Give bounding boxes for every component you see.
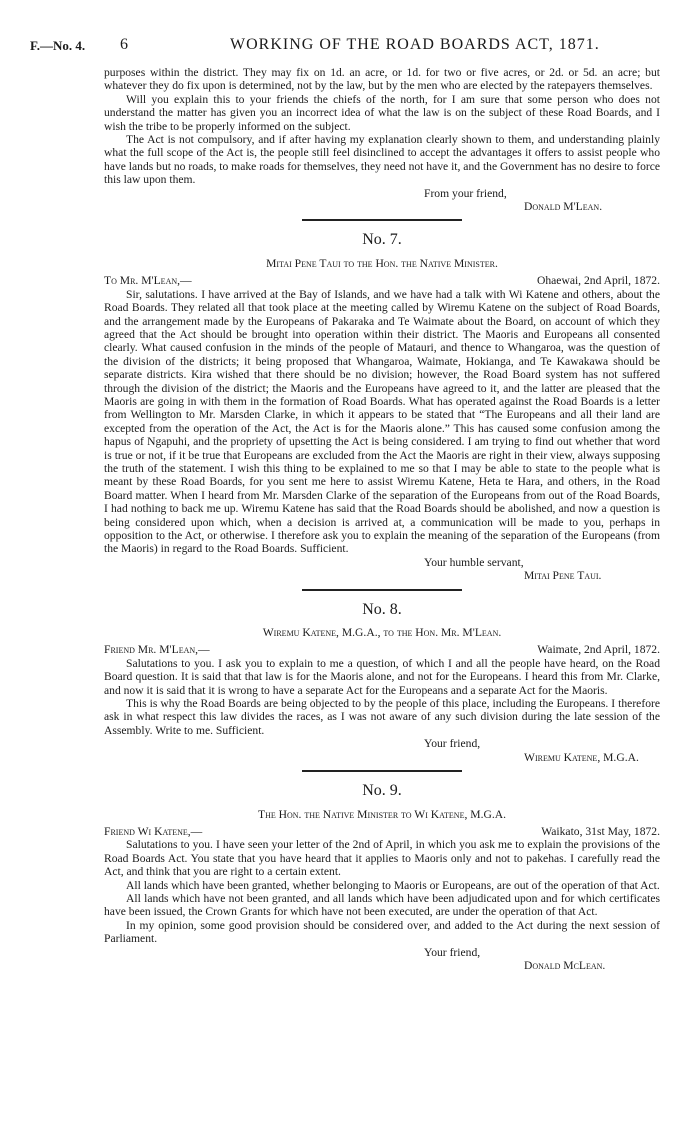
paragraph: Salutations to you. I ask you to explain to me a question, of which I and all the people have heard, on the Road Board question. It is said that that law is for the Maoris alone, and not for the Europeans. I heard this from Mr. Clarke, and now it is said that it is wrong to have a separate Act for the Europeans and a separate Act for the Maoris. bbox=[104, 656, 660, 697]
paragraph: purposes within the district. They may fix on 1d. an acre, or 1d. for two or five acres, or 2d. or 5d. an acre; but whatever they do fix upon is determined, not by the law, but by the men who are elected by the ratepayers themselves. bbox=[104, 66, 660, 93]
closing: Your humble servant, bbox=[424, 555, 524, 569]
salutation: To Mr. M'Lean,— bbox=[104, 274, 192, 288]
document-body bbox=[104, 66, 660, 972]
paragraph: Will you explain this to your friends the chiefs of the north, for I am sure that some person who does not understand the matter has given you an incorrect idea of what the law is on the subject of these Road Boards, and I wish the tribe to be properly informed on the subject. bbox=[104, 92, 660, 133]
section-divider bbox=[302, 770, 462, 772]
letter-number: No. 7. bbox=[362, 231, 402, 249]
letter-caption: The Hon. the Native Minister to Wi Katene, M.G.A. bbox=[257, 807, 507, 821]
section-divider bbox=[302, 589, 462, 591]
document-reference: F.—No. 4. bbox=[30, 38, 86, 53]
paragraph: The Act is not compulsory, and if after having my explanation clearly shown to them, and understanding plainly what the full scope of the Act is, the people still feel disinclined to accept the advantages it offers to assist people who have lands but no roads, to make roads for themselves, they need not have it, and the Government has no desire to force this law upon them. bbox=[104, 133, 661, 187]
closing: Your friend, bbox=[424, 737, 481, 751]
paragraph: This is why the Road Boards are being objected to by the people of this place, including the Europeans. I therefore ask in what respect this law divides the races, as I was not aware of any such division during the late session of the Assembly. Write to me. Sufficient. bbox=[104, 697, 660, 737]
letter-8 bbox=[104, 600, 660, 764]
paragraph: All lands which have not been granted, and all lands which have been adjudicated upon and for which certificates have been issued, the Crown Grants for which have not been executed, are under the operation of that Act. bbox=[104, 891, 660, 919]
page-header bbox=[30, 36, 660, 56]
closing: Your friend, bbox=[424, 945, 481, 959]
letter-7 bbox=[104, 233, 660, 582]
signature: Donald M'Lean. bbox=[524, 200, 603, 214]
section-divider bbox=[302, 219, 462, 221]
closing: From your friend, bbox=[424, 186, 507, 200]
running-title: WORKING OF THE ROAD BOARDS ACT, 1871. bbox=[230, 36, 600, 53]
letter-9 bbox=[104, 784, 660, 972]
place-date: Waimate, 2nd April, 1872. bbox=[537, 643, 660, 657]
paragraph: Salutations to you. I have seen your letter of the 2nd of April, in which you ask me to explain the provisions of the Road Boards Act. You state that you have heard that it applies to Maoris only and not to pakehas. I carefully read the Act, and think that you are right to a certain extent. bbox=[104, 838, 660, 879]
letter-caption: Mitai Pene Taui to the Hon. the Native Minister. bbox=[266, 256, 498, 270]
paragraph: In my opinion, some good provision should be considered over, and added to the Act during the next session of Parliament. bbox=[104, 918, 660, 946]
letter-6-continued bbox=[104, 66, 660, 213]
letter-number: No. 9. bbox=[362, 782, 402, 800]
place-date: Waikato, 31st May, 1872. bbox=[541, 824, 660, 838]
salutation-row bbox=[104, 825, 660, 838]
place-date: Ohaewai, 2nd April, 1872. bbox=[536, 274, 660, 288]
signature: Donald McLean. bbox=[524, 958, 606, 972]
salutation-row bbox=[104, 643, 660, 656]
salutation: Friend Wi Katene,— bbox=[104, 824, 203, 838]
salutation: Friend Mr. M'Lean,— bbox=[104, 643, 210, 657]
letter-number: No. 8. bbox=[362, 600, 402, 618]
page-number: 6 bbox=[120, 36, 128, 53]
letter-caption: Wiremu Katene, M.G.A., to the Hon. Mr. M'Lean. bbox=[262, 626, 502, 640]
paragraph: Sir, salutations. I have arrived at the Bay of Islands, and we have had a talk with Wi Katene and others, about the Road Boards. They related all that took place at the meeting called by Wiremu Katene on the subject of Road Boards, and the arrangement made by the Europeans of Pakaraka and Te Waimate about the Board, on account of which they agreed that the Act should be brought into operation within their district. The Maoris and Europeans all consented clearly. What caused confusion in the minds of the people of Matauri, and thence to Whangaroa, was the question of the division of the districts; it being proposed that Whangaroa, Waimate, Hokianga, and Te Kawakawa should be separate districts. Kira wished that there should be no division; however, the Road Board system has not suffered through the division of the district; the Maoris and the Europeans have agreed to it, and the latter are pleased that the Maoris are going in with them in the formation of Road Boards. What has operated against the Road Boards is a letter from Wellington to Mr. Marsden Clarke, in which it appears to be stated that “The Europeans and all their land are excepted from the operation of the Act, the Act is for the Maoris alone.” This has caused some confusion among the hapus of Ngapuhi, and the propriety of upsetting the Act is being considered. I am trying to find out whether that word is true or not, if it be true that Europeans are excluded from the Act the Maoris are right in their view, always supposing the truth of the statement. I wish this thing to be explained to me so that I may be able to state to the people what is meant by these Road Boards, for you sent me here to assist Wiremu Katene, Heta te Hara, and others, in the Road Board matter. When I heard from Mr. Marsden Clarke of the separation of the Europeans from out of the Road Boards, I had nothing to back me up. Wiremu Katene has said that the Road Boards should be abolished, and now a question is being considered upon which, when a decision is arrived at, a communication will be made to you, perhaps in opposition to the Act, or otherwise. I therefore ask you to explain the meaning of the separation of the Europeans (from the Maoris) in regard to the Road Boards. Sufficient. bbox=[104, 287, 660, 556]
paragraph: All lands which have been granted, whether belonging to Maoris or Europeans, are out of the operation of that Act. bbox=[126, 878, 660, 892]
signature: Wiremu Katene, M.G.A. bbox=[524, 750, 639, 764]
signature: Mitai Pene Taui. bbox=[524, 569, 602, 583]
salutation-row bbox=[104, 274, 660, 287]
